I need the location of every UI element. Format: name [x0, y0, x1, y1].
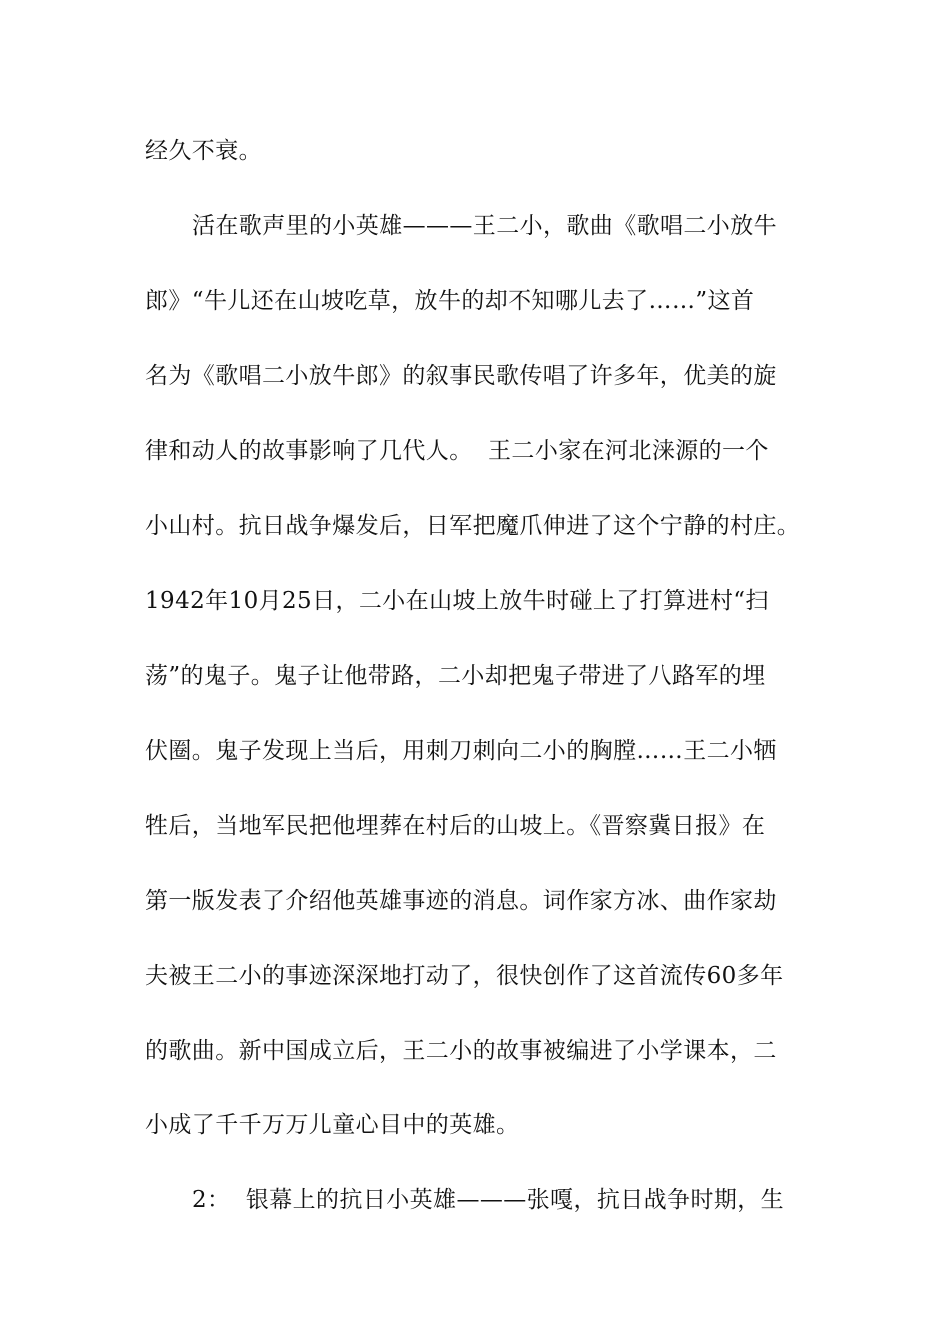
- text-line: 郎》“牛儿还在山坡吃草，放牛的却不知哪儿去了……”这首: [145, 288, 755, 314]
- paragraph-start-line: 2： 银幕上的抗日小英雄———张嘎，抗日战争时期，生: [192, 1187, 785, 1213]
- text-line: 夫被王二小的事迹深深地打动了，很快创作了这首流传60多年: [145, 963, 784, 989]
- text-line: 1942年10月25日，二小在山坡上放牛时碰上了打算进村“扫: [145, 588, 769, 614]
- text-line: 第一版发表了介绍他英雄事迹的消息。词作家方冰、曲作家劫: [145, 888, 777, 914]
- text-line: 小成了千千万万儿童心目中的英雄。: [145, 1112, 520, 1138]
- paragraph-start-line: 活在歌声里的小英雄———王二小，歌曲《歌唱二小放牛: [192, 213, 777, 239]
- text-line: 牲后，当地军民把他埋葬在村后的山坡上。《晋察冀日报》在: [145, 813, 766, 839]
- text-line: 的歌曲。新中国成立后，王二小的故事被编进了小学课本，二: [145, 1038, 777, 1064]
- text-line: 小山村。抗日战争爆发后，日军把魔爪伸进了这个宁静的村庄。: [145, 513, 801, 539]
- text-line: 名为《歌唱二小放牛郎》的叙事民歌传唱了许多年，优美的旋: [145, 363, 777, 389]
- text-line: 经久不衰。: [145, 138, 262, 164]
- text-line: 伏圈。鬼子发现上当后，用刺刀刺向二小的胸膛……王二小牺: [145, 738, 777, 764]
- text-line: 律和动人的故事影响了几代人。 王二小家在河北涞源的一个: [145, 438, 769, 464]
- text-line: 荡”的鬼子。鬼子让他带路，二小却把鬼子带进了八路军的埋: [145, 663, 766, 689]
